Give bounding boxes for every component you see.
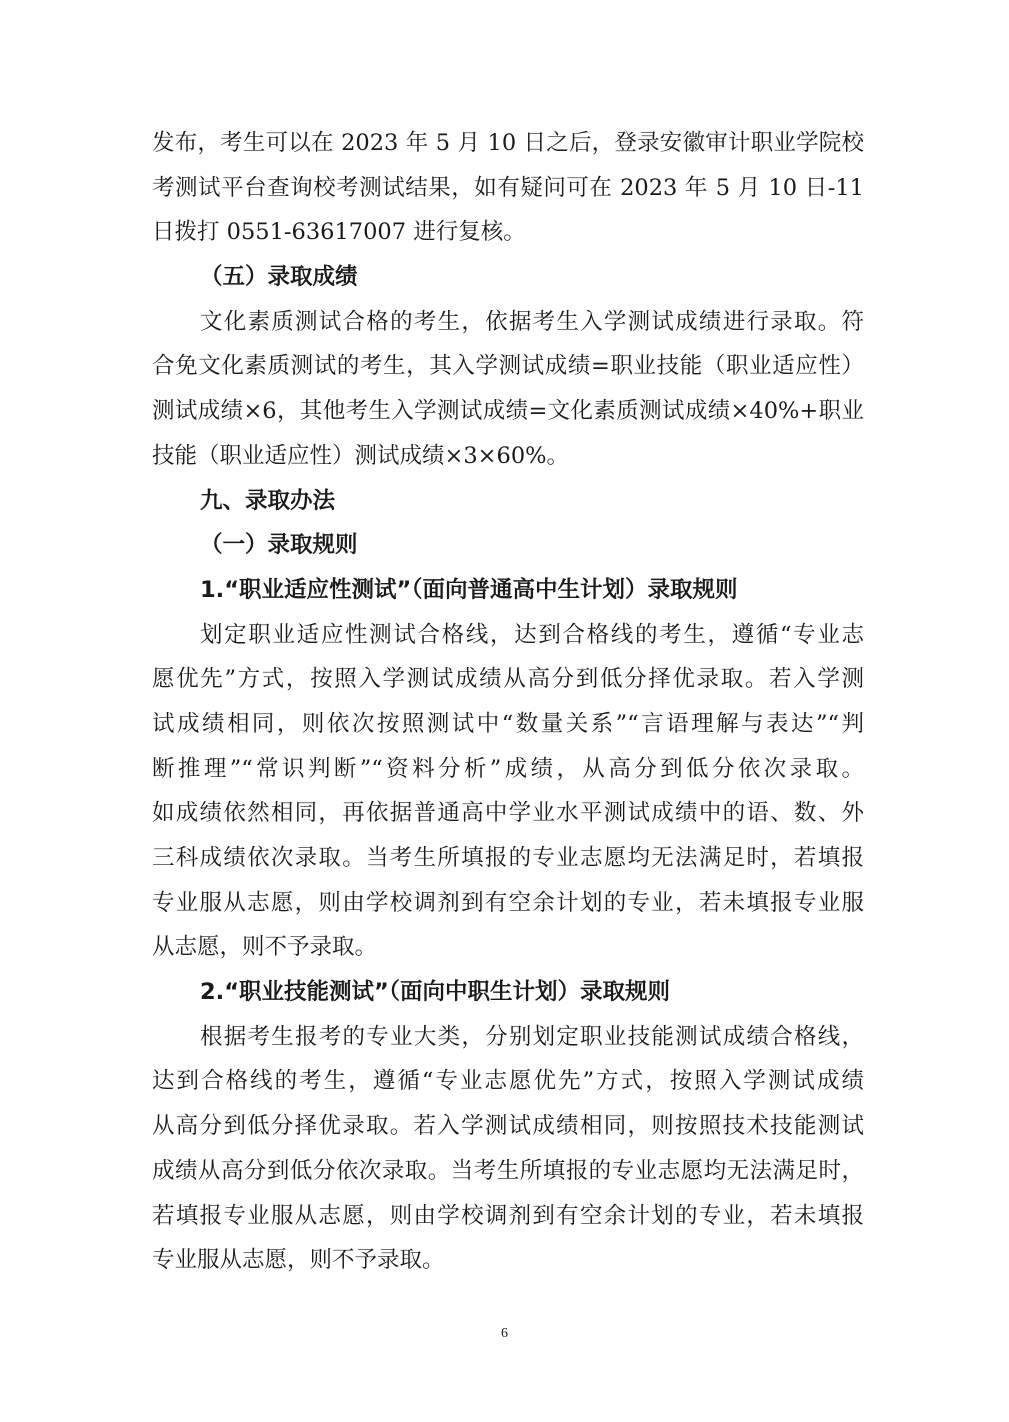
text-line: 合免文化素质测试的考生，其入学测试成绩=职业技能（职业适应性） xyxy=(152,353,864,380)
text-line: 试成绩相同，则依次按照测试中“数量关系”“言语理解与表达”“判 xyxy=(152,710,864,737)
subsection-heading-rule-2: 2.“职业技能测试”（面向中职生计划）录取规则 xyxy=(200,979,671,1006)
paragraph-first-line: 根据考生报考的专业大类，分别划定职业技能测试成绩合格线， xyxy=(200,1023,864,1050)
document-body xyxy=(152,121,864,1283)
text-line: 断推理”“常识判断”“资料分析”成绩，从高分到低分依次录取。 xyxy=(152,755,864,782)
text-line: 考测试平台查询校考测试结果，如有疑问可在 2023 年 5 月 10 日-11 xyxy=(152,174,864,201)
page-number: 6 xyxy=(501,1326,508,1341)
text-line: 达到合格线的考生，遵循“专业志愿优先”方式，按照入学测试成绩 xyxy=(152,1068,864,1095)
chapter-heading-admission-method: 九、录取办法 xyxy=(200,487,336,514)
paragraph-first-line: 文化素质测试合格的考生，依据考生入学测试成绩进行录取。符 xyxy=(200,308,864,335)
text-line: 专业服从志愿，则由学校调剂到有空余计划的专业，若未填报专业服 xyxy=(152,889,864,916)
section-heading-admission-rules: （一）录取规则 xyxy=(200,532,358,559)
text-line: 若填报专业服从志愿，则由学校调剂到有空余计划的专业，若未填报 xyxy=(152,1202,864,1229)
subsection-heading-rule-1: 1.“职业适应性测试”（面向普通高中生计划）录取规则 xyxy=(200,576,738,603)
paragraph-first-line: 划定职业适应性测试合格线，达到合格线的考生，遵循“专业志 xyxy=(200,621,864,648)
text-line: 技能（职业适应性）测试成绩×3×60%。 xyxy=(152,442,570,469)
text-line: 从高分到低分择优录取。若入学测试成绩相同，则按照技术技能测试 xyxy=(152,1113,864,1140)
text-line: 三科成绩依次录取。当考生所填报的专业志愿均无法满足时，若填报 xyxy=(152,845,864,871)
text-line: 愿优先”方式，按照入学测试成绩从高分到低分择优录取。若入学测 xyxy=(152,666,864,693)
text-line: 发布，考生可以在 2023 年 5 月 10 日之后，登录安徽审计职业学院校 xyxy=(152,130,864,156)
text-line: 专业服从志愿，则不予录取。 xyxy=(152,1247,445,1274)
text-line: 日拨打 0551-63617007 进行复核。 xyxy=(152,219,526,246)
section-heading-admission-score: （五）录取成绩 xyxy=(200,264,358,291)
text-line: 如成绩依然相同，再依据普通高中学业水平测试成绩中的语、数、外 xyxy=(152,800,864,827)
text-line: 从志愿，则不予录取。 xyxy=(152,934,378,961)
text-line: 测试成绩×6，其他考生入学测试成绩=文化素质测试成绩×40%+职业 xyxy=(152,398,864,425)
text-line: 成绩从高分到低分依次录取。当考生所填报的专业志愿均无法满足时， xyxy=(152,1157,864,1184)
